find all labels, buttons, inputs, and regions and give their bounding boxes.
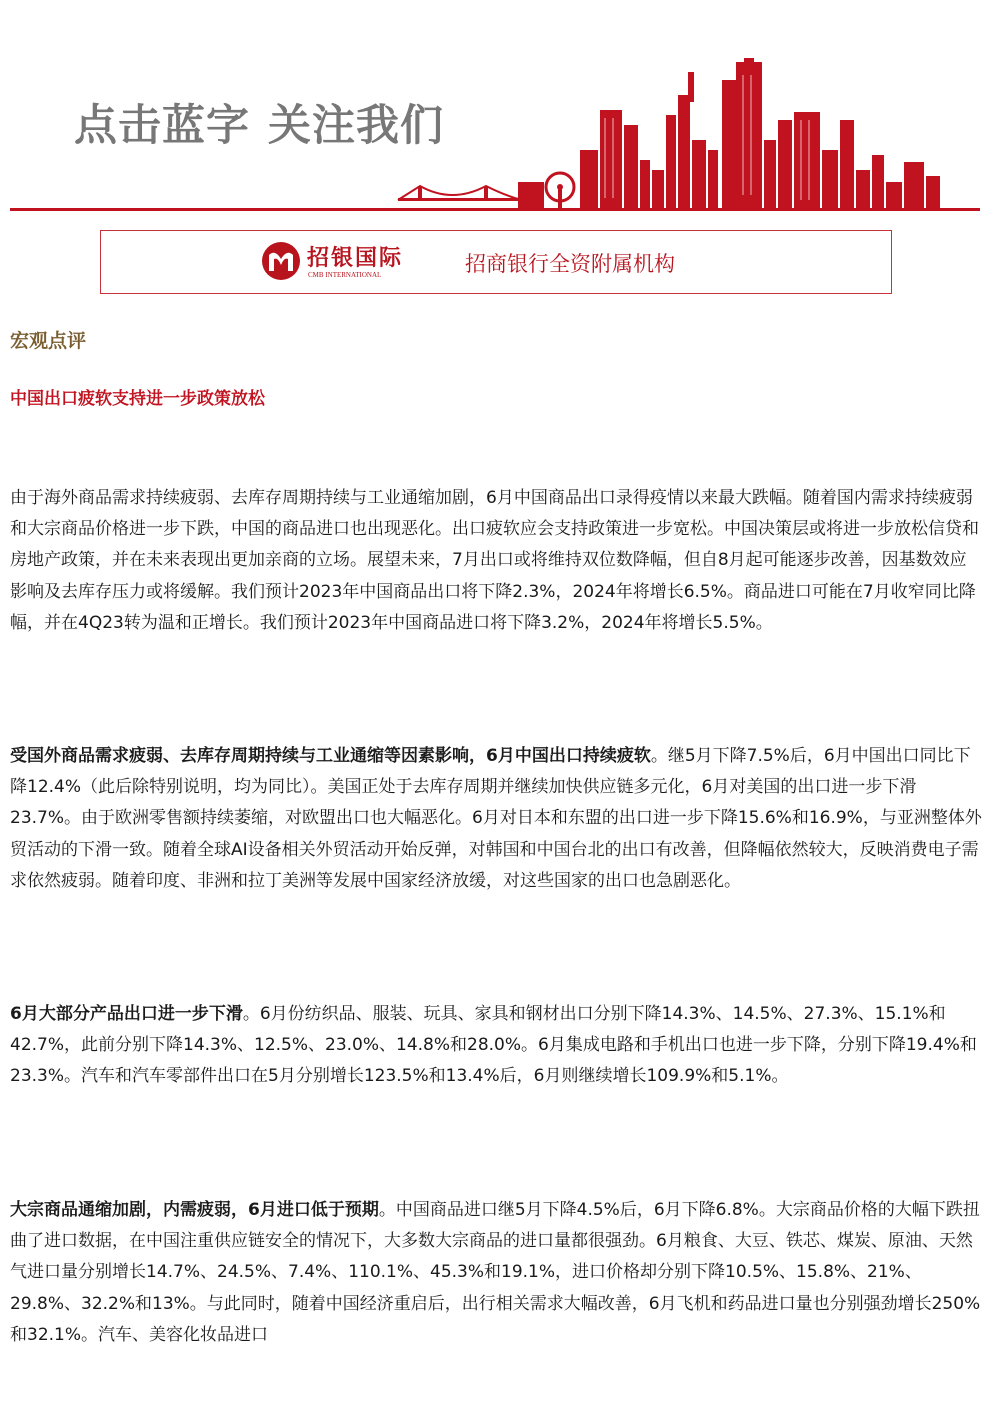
paragraph-body: 。6月份纺织品、服装、玩具、家具和钢材出口分别下降14.3%、14.5%、27.3%、15.1%和42.7%，此前分别下降14.3%、12.5%、23.0%、14.8%和28.0%。6月集成电路和手机出口也进一步下降，分别下降19.4%和23.3%。汽车和汽车零部件出口在5月分别增长123.5%和13.4%后，6月则继续增长109.9%和5.1%。: [10, 1004, 977, 1087]
paragraph-lead: 6月大部分产品出口进一步下滑: [10, 1004, 243, 1024]
paragraph-body: 由于海外商品需求持续疲弱、去库存周期持续与工业通缩加剧，6月中国商品出口录得疫情以来最大跌幅。随着国内需求持续疲弱和大宗商品价格进一步下跌，中国的商品进口也出现恶化。出口疲软应会支持政策进一步宽松。中国决策层或将进一步放松信贷和房地产政策，并在未来表现出更加亲商的立场。展望未来，7月出口或将维持双位数降幅，但自8月起可能逐步改善，因基数效应影响及去库存压力或将缓解。我们预计2023年中国商品出口将下降2.3%，2024年将增长6.5%。商品进口可能在7月收窄同比降幅，并在4Q23转为温和正增长。我们预计2023年中国商品进口将下降3.2%，2024年将增长5.5%。: [10, 488, 979, 633]
report-title: 中国出口疲软支持进一步政策放松: [10, 389, 265, 409]
paragraph-body: 。继5月下降7.5%后，6月中国出口同比下降12.4%（此后除特别说明，均为同比）。美国正处于去库存周期并继续加快供应链多元化，6月对美国的出口进一步下滑23.7%。由于欧洲零售额持续萎缩，对欧盟出口也大幅恶化。6月对日本和东盟的出口进一步下降15.6%和16.9%，与亚洲整体外贸活动的下滑一致。随着全球AI设备相关外贸活动开始反弹，对韩国和中国台北的出口有改善，但降幅依然较大，反映消费电子需求依然疲弱。随着印度、非洲和拉丁美洲等发展中国家经济放缓，对这些国家的出口也急剧恶化。: [10, 746, 982, 891]
slogan-part-1[interactable]: 点击蓝字: [74, 101, 250, 151]
paragraph-products: [10, 999, 982, 1093]
ferris-wheel-icon: [546, 173, 574, 209]
page-header: [0, 0, 992, 215]
paragraph-summary: [10, 483, 982, 639]
section-title: 宏观点评: [10, 330, 87, 352]
paragraph-lead: 受国外商品需求疲弱、去库存周期持续与工业通缩等因素影响，6月中国出口持续疲软: [10, 746, 651, 766]
cmbi-banner[interactable]: [100, 230, 892, 294]
city-skyline-illustration: [0, 0, 992, 212]
paragraph-lead: 大宗商品通缩加剧，内需疲弱，6月进口低于预期: [10, 1200, 379, 1220]
logo-chinese-name: 招银国际: [307, 246, 404, 271]
header-divider: [10, 208, 980, 211]
bridge-icon: [398, 186, 522, 201]
paragraph-imports: [10, 1195, 982, 1351]
paragraph-exports: [10, 741, 982, 897]
slogan-part-2[interactable]: 关注我们: [268, 101, 444, 151]
paragraph-body: 。中国商品进口继5月下降4.5%后，6月下降6.8%。大宗商品价格的大幅下跌扭曲了进口数据，在中国注重供应链安全的情况下，大多数大宗商品的进口量都很强劲。6月粮食、大豆、铁芯、煤炭、原油、天然气进口量分别增长14.7%、24.5%、7.4%、110.1%、45.3%和19.1%，进口价格却分别下降10.5%、15.8%、21%、29.8%、32.2%和13%。与此同时，随着中国经济重启后，出行相关需求大幅改善，6月飞机和药品进口量也分别强劲增长250%和32.1%。汽车、美容化妆品进口: [10, 1200, 981, 1345]
logo-english-name: CMB INTERNATIONAL: [308, 271, 382, 279]
cmb-logo-icon[interactable]: [261, 241, 301, 281]
banner-tagline: 招商银行全资附属机构: [465, 252, 675, 276]
